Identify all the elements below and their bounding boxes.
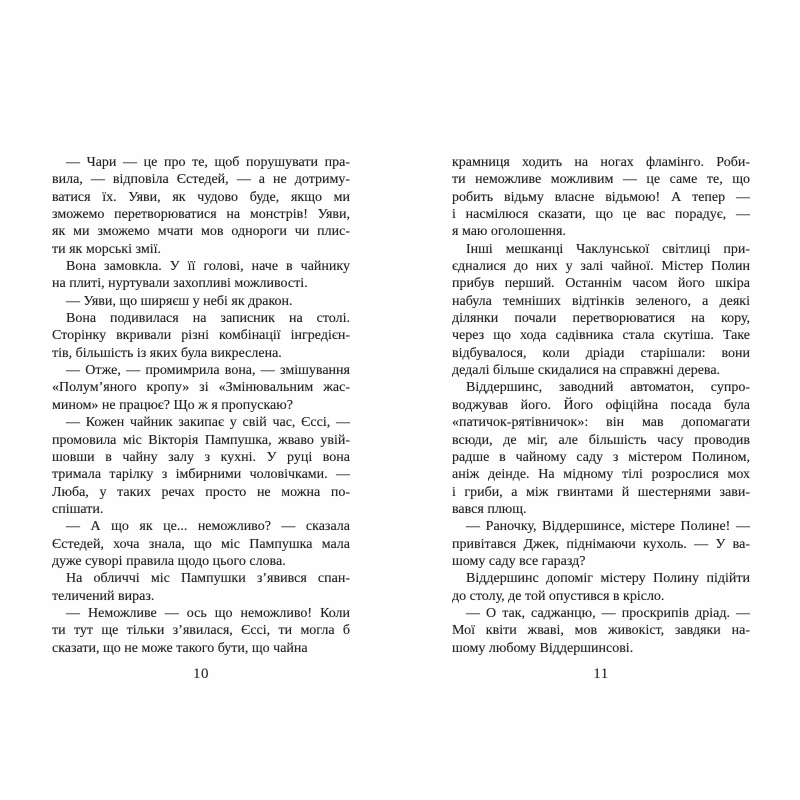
text-line: — Раночку, Віддершинсе, містере Полине! — xyxy=(466,519,750,535)
text-line: Люба, у таких речах просто не можна по- xyxy=(52,484,350,500)
text-line: Віддершинс допоміг містеру Полину підійти xyxy=(466,571,750,587)
text-line: ти неможливе можливим — це саме те, що xyxy=(452,172,750,188)
text-line: тримала тарілку з імбирними чоловічками. — xyxy=(52,467,350,483)
text-line: Інші мешканці Чаклунської світлиці при- xyxy=(466,241,750,257)
text-line: мином» не працює? Що ж я пропускаю? xyxy=(52,397,293,413)
text-line: шому любому Віддершинсові. xyxy=(452,640,634,656)
text-line: — Отже, — промимрила вона, — змішування xyxy=(66,363,350,379)
text-line: Вона замовкла. У її голові, наче в чайнику xyxy=(66,259,350,275)
text-line: — Неможливе — ось що неможливо! Коли xyxy=(66,605,350,621)
page-text-right xyxy=(452,154,750,657)
text-line: відбувалося, коли дріади старішали: вони xyxy=(452,345,750,361)
text-line: Вона подивилася на записник на столі. xyxy=(66,311,350,327)
text-line: всюди, де міг, але більшість часу проводив xyxy=(452,432,750,448)
text-line: Мої квіти жваві, мов живокіст, завдяки на- xyxy=(452,623,750,639)
text-line: прибув перший. Останнім часом його шкіра xyxy=(452,276,750,292)
text-line: вила, — відповіла Єстедей, — а не дотриму- xyxy=(52,172,350,188)
text-line: набула темніших відтінків зеленого, а деякі xyxy=(452,293,750,309)
text-line: єдналися до них у залі чайної. Містер Полин xyxy=(452,259,750,275)
text-line: шому саду все гаразд? xyxy=(452,553,586,569)
text-line: На обличчі міс Пампушки з’явився спан- xyxy=(66,571,350,587)
text-line: Єстедей, хоча знала, що міс Пампушка мала xyxy=(52,536,350,552)
text-line: робить відьму власне відьмою! А тепер — xyxy=(452,189,750,205)
text-line: — Уяви, що ширяєш у небі як дракон. xyxy=(66,293,293,309)
text-line: промовила міс Вікторія Пампушка, жваво увій- xyxy=(52,432,350,448)
text-line: сказати, що не може такого бути, що чайна xyxy=(52,640,308,656)
text-line: «Полум’яного кропу» зі «Змінювальним жас- xyxy=(52,380,350,396)
text-line: — А що як це... неможливо? — сказала xyxy=(66,519,350,535)
text-line: тів, більшість із яких була викреслена. xyxy=(52,345,282,361)
text-line: вався плющ. xyxy=(452,501,527,517)
page-number-right: 11 xyxy=(593,666,609,682)
text-line: ділянки почали перетворюватися на кору, xyxy=(452,311,750,327)
text-line: воджував його. Його офіційна посада була xyxy=(452,397,750,413)
text-line: радше в чайному саду з містером Полином, xyxy=(452,449,750,465)
text-line: привітався Джек, піднімаючи кухоль. — У ва- xyxy=(452,536,750,552)
text-line: на плиті, нуртували захопливі можливості. xyxy=(52,276,308,292)
page-number-left: 10 xyxy=(193,666,209,682)
text-line: шовши в чайну залу з кухні. У руці вона xyxy=(52,449,350,465)
text-line: — Чари — це про те, щоб порушувати пра- xyxy=(66,155,350,170)
text-line: до столу, де той опустився в крісло. xyxy=(452,588,665,604)
text-line: і насмілюся сказати, що це вас порадує, — xyxy=(452,207,750,223)
text-line: «патичок-рятівничок»: він мав допомагати xyxy=(452,415,750,431)
text-line: теличений вираз. xyxy=(52,588,155,604)
text-line: Віддершинс, заводний автоматон, супро- xyxy=(466,380,750,396)
text-line: як ми зможемо мчати мов однороги чи плис- xyxy=(52,224,350,240)
text-line: аніж деінде. На мідному тілі розрослися мох xyxy=(452,467,750,483)
text-line: крамниця ходить на ногах фламінго. Роби- xyxy=(452,155,750,170)
text-line: ватися їх. Уяви, як чудово буде, якщо ми xyxy=(52,189,350,205)
page-text-left xyxy=(52,154,350,657)
text-line: через що хода садівника стала скутіша. Таке xyxy=(452,328,750,344)
text-line: ти як морські змії. xyxy=(52,241,161,257)
book-page-right xyxy=(452,154,750,714)
text-line: — О так, саджанцю, — проскрипів дріад. — xyxy=(466,605,750,621)
text-line: — Кожен чайник закипає у свій час, Єссі, — xyxy=(66,415,350,431)
text-line: спішати. xyxy=(52,501,104,517)
text-line: я маю оголошення. xyxy=(452,224,566,240)
text-line: дуже суворі правила щодо цього слова. xyxy=(52,553,286,569)
text-line: зможемо перетворюватися на монстрів! Уяви, xyxy=(52,207,350,223)
text-line: Сторінку вкривали різні комбінації інгредієн- xyxy=(52,328,350,344)
text-line: і гриби, а між гвинтами й шестернями зави- xyxy=(452,484,750,500)
text-line: ти тут ще тільки з’явилася, Єссі, ти могла б xyxy=(52,623,350,639)
text-line: дедалі більше скидалися на справжні дерева. xyxy=(452,363,721,379)
book-page-left xyxy=(52,154,350,714)
